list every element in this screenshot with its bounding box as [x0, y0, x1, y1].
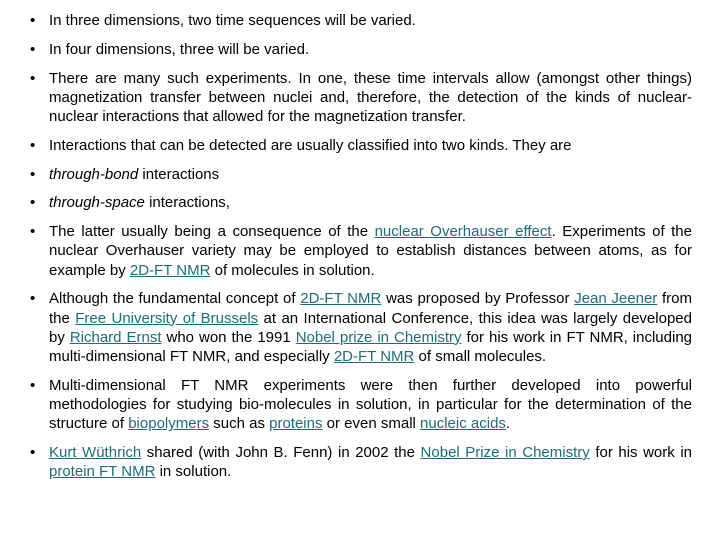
bullet-item-3: [0, 69, 692, 127]
bullet-text: from the: [49, 290, 693, 327]
bullet-item-2: [0, 40, 692, 59]
bullet-item-10: [0, 443, 692, 481]
bullet-text: . Experiments of the nuclear Overhauser variety may be employed to establish distances between atoms, as for example by: [49, 223, 692, 279]
bullet-text: In three dimensions, two time sequences will be varied.: [49, 12, 416, 29]
bullet-item-6: [0, 193, 692, 212]
bullet-text: interactions: [138, 165, 220, 183]
bullet-text: Interactions that can be detected are usually classified into two kinds. They are: [49, 136, 572, 154]
link-biopolymers[interactable]: biopolymers: [128, 415, 210, 433]
bullet-item-5: [0, 165, 692, 184]
bullet-text: of small molecules.: [414, 348, 547, 365]
bullet-text: of molecules in solution.: [210, 261, 375, 279]
bullet-text: .: [505, 415, 511, 433]
italic-term: through-bond: [49, 165, 139, 183]
italic-term: through-space: [49, 194, 145, 212]
bullet-item-9: [0, 376, 692, 434]
bullet-text: There are many such experiments. In one, these time intervals allow (amongst other things) magnetization transfer between nuclei and, therefore, the detection of the kinds of nuclear-nuclear interactions that allowed for the magnetization transfer.: [49, 69, 692, 125]
link-kurt-w-thrich[interactable]: Kurt Wüthrich: [49, 444, 142, 461]
bullet-text: at an International Conference, this idea was largely developed by: [49, 309, 692, 346]
bullet-text: The latter usually being a consequence of the: [49, 223, 375, 241]
link-2d-ft-nmr[interactable]: 2D-FT NMR: [333, 348, 415, 365]
bullet-text: In four dimensions, three will be varied.: [49, 40, 310, 58]
link-nucleic-acids[interactable]: nucleic acids: [420, 415, 506, 433]
bullet-item-4: [0, 136, 692, 155]
link-protein-ft-nmr[interactable]: protein FT NMR: [49, 463, 156, 481]
link-nuclear-overhauser-effect[interactable]: nuclear Overhauser effect: [374, 223, 552, 241]
bullet-text: shared (with John B. Fenn) in 2002 the: [141, 444, 421, 461]
bullet-text: Multi-dimensional FT NMR experiments were then further developed into powerful methodologies for studying bio-molecules in solution, in particular for the determination of the structure of: [49, 376, 692, 433]
bullet-item-7: [0, 222, 692, 280]
link-free-university-of-brussels[interactable]: Free University of Brussels: [75, 309, 259, 327]
link-nobel-prize-in-chemistry[interactable]: Nobel Prize in Chemistry: [420, 444, 590, 461]
bullet-text: was proposed by Professor: [381, 290, 575, 308]
link-proteins[interactable]: proteins: [269, 415, 323, 433]
bullet-text: interactions,: [144, 194, 230, 212]
bullet-text: for his work in: [589, 444, 693, 461]
bullet-item-8: [0, 289, 692, 366]
bullet-text: in solution.: [155, 463, 232, 481]
link-richard-ernst[interactable]: Richard Ernst: [69, 328, 162, 346]
bullet-text: Although the fundamental concept of: [49, 290, 301, 308]
bullet-text: or even small: [322, 415, 421, 433]
link-nobel-prize-in-chemistry[interactable]: Nobel prize in Chemistry: [295, 328, 462, 346]
bullet-text: for his work in FT NMR, including multi-dimensional FT NMR, and especially: [49, 328, 693, 365]
bullet-text: who won the 1991: [161, 328, 296, 346]
bullet-text: such as: [209, 415, 270, 433]
link-2d-ft-nmr[interactable]: 2D-FT NMR: [300, 290, 382, 308]
bullet-item-1: [0, 11, 692, 30]
link-2d-ft-nmr[interactable]: 2D-FT NMR: [129, 261, 211, 279]
link-jean-jeener[interactable]: Jean Jeener: [574, 290, 658, 308]
